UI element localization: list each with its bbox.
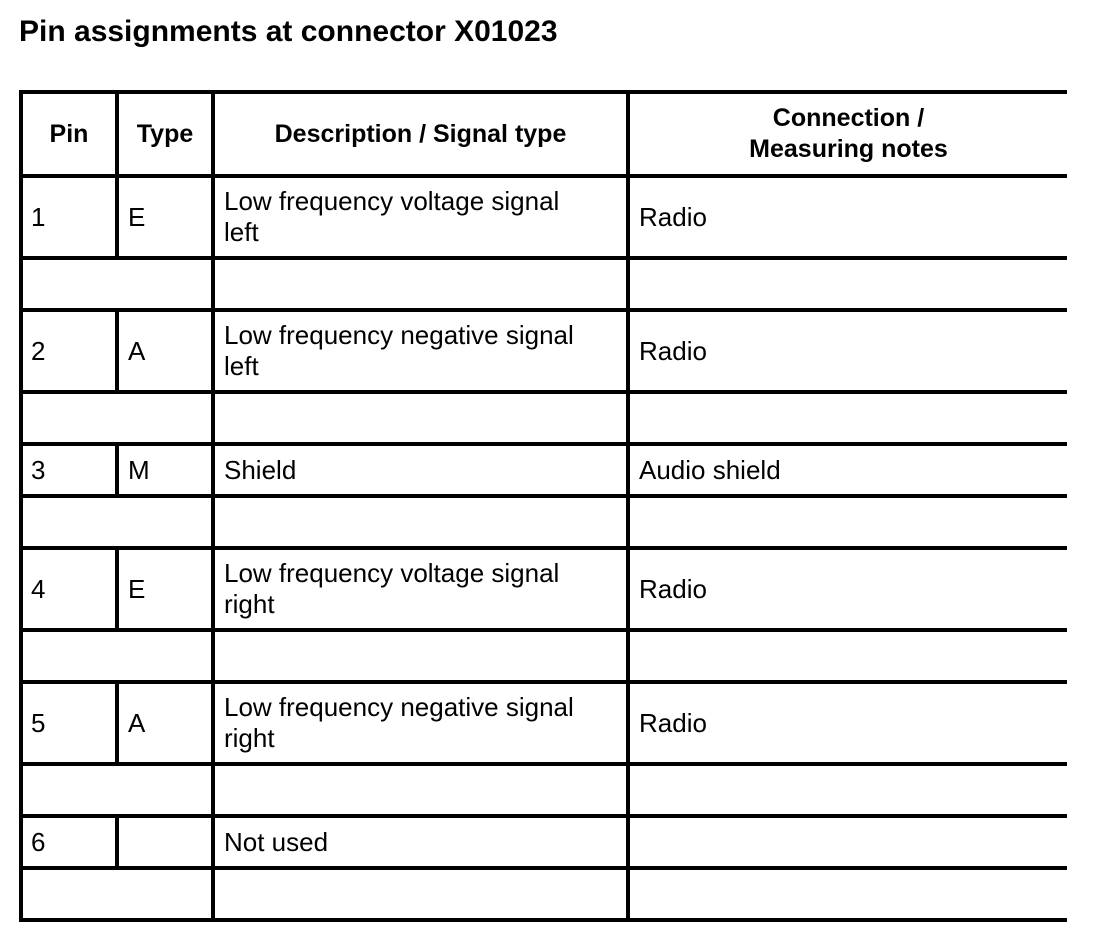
spacer-cell <box>213 258 628 310</box>
spacer-cell <box>628 392 1067 444</box>
spacer-row <box>21 764 1067 816</box>
pin-type: E <box>117 548 213 630</box>
table-row <box>21 444 1067 496</box>
table-row <box>21 816 1067 868</box>
spacer-cell <box>213 392 628 444</box>
pin-number: 6 <box>21 816 117 868</box>
pin-description-line-2: right <box>224 589 275 619</box>
pin-number: 5 <box>21 682 117 764</box>
table-row <box>21 682 1067 764</box>
spacer-cell <box>213 764 628 816</box>
pin-type: M <box>117 444 213 496</box>
spacer-cell <box>21 630 213 682</box>
pin-connection-note: Radio <box>628 682 1067 764</box>
spacer-cell <box>21 258 213 310</box>
spacer-cell <box>21 868 213 920</box>
spacer-row <box>21 630 1067 682</box>
spacer-row <box>21 392 1067 444</box>
header-pin: Pin <box>21 92 117 176</box>
header-connection <box>628 92 1067 176</box>
pin-description-line-2: left <box>224 217 259 247</box>
spacer-cell <box>21 764 213 816</box>
pin-connection-note <box>628 816 1067 868</box>
pin-connection-note: Radio <box>628 310 1067 392</box>
pin-description-line-1: Low frequency negative signal <box>224 692 574 722</box>
pin-number: 3 <box>21 444 117 496</box>
pin-description <box>213 682 628 764</box>
spacer-cell <box>628 630 1067 682</box>
pin-number: 4 <box>21 548 117 630</box>
spacer-cell <box>628 764 1067 816</box>
pin-type: A <box>117 682 213 764</box>
pin-description: Shield <box>213 444 628 496</box>
spacer-cell <box>628 258 1067 310</box>
page-title: Pin assignments at connector X01023 <box>19 15 558 48</box>
spacer-cell <box>21 496 213 548</box>
header-type: Type <box>117 92 213 176</box>
table-row <box>21 176 1067 258</box>
pin-table-container <box>19 90 1067 950</box>
pin-number: 2 <box>21 310 117 392</box>
pin-number: 1 <box>21 176 117 258</box>
spacer-row <box>21 258 1067 310</box>
spacer-cell <box>628 868 1067 920</box>
spacer-cell <box>213 868 628 920</box>
spacer-row <box>21 868 1067 920</box>
spacer-row <box>21 496 1067 548</box>
pin-type <box>117 816 213 868</box>
pin-description-line-1: Low frequency negative signal <box>224 320 574 350</box>
spacer-cell <box>628 496 1067 548</box>
pin-description <box>213 310 628 392</box>
header-connection-line-2: Measuring notes <box>749 135 948 163</box>
pin-connection-note: Radio <box>628 176 1067 258</box>
pin-connection-note: Audio shield <box>628 444 1067 496</box>
spacer-cell <box>213 630 628 682</box>
table-row <box>21 310 1067 392</box>
pin-description <box>213 548 628 630</box>
pin-type: A <box>117 310 213 392</box>
pin-description-line-1: Low frequency voltage signal <box>224 186 560 216</box>
pin-description-line-2: right <box>224 723 275 753</box>
table-row <box>21 548 1067 630</box>
pin-type: E <box>117 176 213 258</box>
pin-description: Not used <box>213 816 628 868</box>
spacer-cell <box>21 392 213 444</box>
pin-description <box>213 176 628 258</box>
pin-description-line-1: Low frequency voltage signal <box>224 558 560 588</box>
pin-assignment-table <box>19 90 1067 922</box>
pin-connection-note: Radio <box>628 548 1067 630</box>
header-connection-line-1: Connection / <box>772 104 925 132</box>
pin-description-line-2: left <box>224 351 259 381</box>
table-header-row <box>21 92 1067 176</box>
spacer-cell <box>213 496 628 548</box>
header-description: Description / Signal type <box>213 92 628 176</box>
